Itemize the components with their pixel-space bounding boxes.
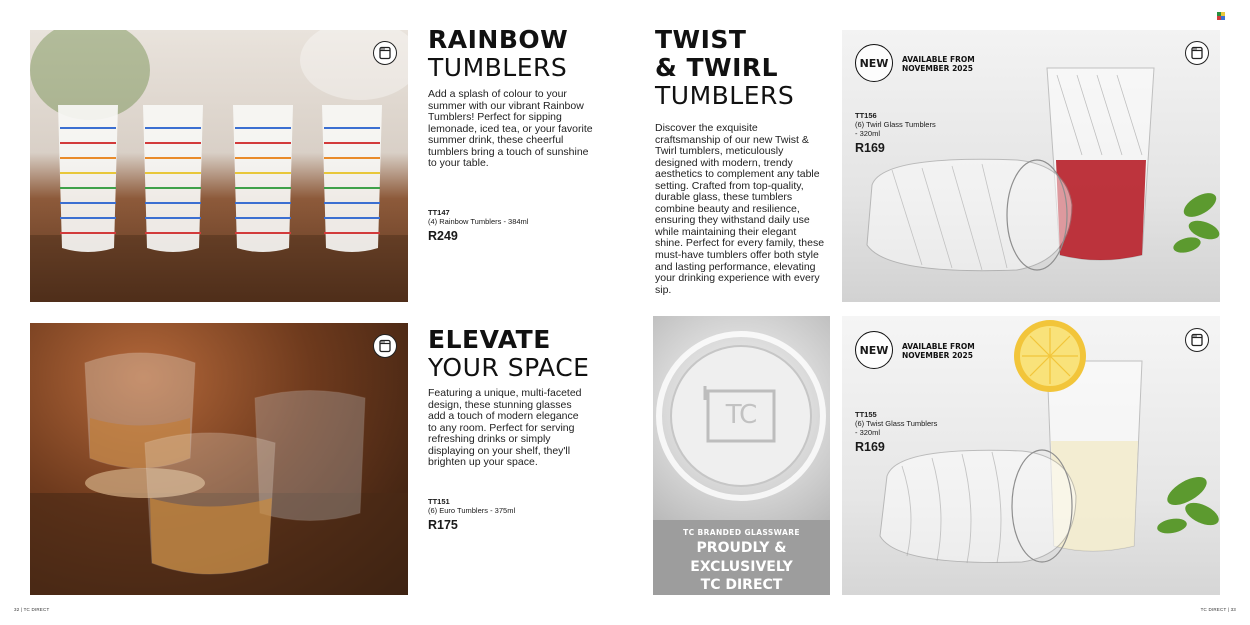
rainbow-heading bbox=[428, 26, 568, 82]
twist-price: R169 bbox=[855, 440, 885, 454]
availability-line-2: NOVEMBER 2025 bbox=[902, 351, 973, 360]
rainbow-product-info bbox=[428, 208, 528, 243]
availability-line-1: AVAILABLE FROM bbox=[902, 342, 975, 351]
elevate-code: TT151 bbox=[428, 497, 450, 506]
tc-branded-line-1: PROUDLY & bbox=[696, 540, 787, 556]
new-badge: NEW bbox=[855, 331, 893, 369]
availability-line-1: AVAILABLE FROM bbox=[902, 55, 975, 64]
twirl-code: TT156 bbox=[855, 111, 877, 120]
twist-desc-1: (6) Twist Glass Tumblers bbox=[855, 419, 938, 428]
twist-title-bold-1: TWIST bbox=[655, 25, 747, 54]
twist-code: TT155 bbox=[855, 410, 877, 419]
elevate-price: R175 bbox=[428, 518, 458, 532]
elevate-product-info bbox=[428, 497, 515, 532]
footer-page-right: TC DIRECT | 33 bbox=[1200, 607, 1236, 612]
twist-title-bold-2: & TWIRL bbox=[655, 53, 779, 82]
twirl-tumblers-photo bbox=[842, 30, 1220, 302]
dishwasher-safe-icon bbox=[373, 41, 397, 65]
rainbow-price: R249 bbox=[428, 229, 458, 243]
elevate-description: Featuring a unique, multi-faceted design, these stunning glasses add a touch of modern elegance to any room. Perfect for serving refreshing drinks or simply displaying on your shelf, they'll brighten up your space. bbox=[428, 387, 582, 469]
twist-desc-2: - 320ml bbox=[855, 428, 881, 437]
twist-product-info bbox=[855, 410, 937, 454]
dishwasher-safe-icon bbox=[373, 334, 397, 358]
availability-note bbox=[902, 55, 975, 73]
availability-line-2: NOVEMBER 2025 bbox=[902, 64, 973, 73]
availability-note bbox=[902, 342, 975, 360]
tc-logo-emboss: TC bbox=[725, 400, 757, 430]
twist-heading bbox=[655, 26, 794, 110]
twirl-price: R169 bbox=[855, 141, 885, 155]
elevate-heading bbox=[428, 326, 589, 382]
twirl-desc-1: (6) Twirl Glass Tumblers bbox=[855, 120, 936, 129]
twirl-desc-2: - 320ml bbox=[855, 129, 881, 138]
elevate-desc: (6) Euro Tumblers - 375ml bbox=[428, 506, 516, 515]
twirl-product-info bbox=[855, 111, 936, 155]
tc-branded-line-3: TC DIRECT bbox=[700, 577, 783, 594]
dishwasher-safe-icon bbox=[1185, 328, 1209, 352]
tc-branded-glass-photo bbox=[653, 316, 830, 520]
tc-branded-line-2: EXCLUSIVELY bbox=[690, 558, 793, 575]
colour-squares-logo-icon bbox=[1217, 12, 1225, 20]
tc-branded-label: TC BRANDED GLASSWARE bbox=[683, 528, 800, 537]
elevate-title-bold: ELEVATE bbox=[428, 325, 551, 354]
twist-description: Discover the exquisite craftsmanship of our new Twist & Twirl tumblers, meticulously designed with modern, trendy aesthetics to complement any table setting. Crafted from top-quality, durable glass, these tumblers combine beauty and resilience, ensuring they withstand daily use while maintaining their elegant shine. Perfect for every family, these must-have tumblers offer both style and lasting performance, elevating your drinking experience with every sip. bbox=[655, 122, 825, 296]
new-badge: NEW bbox=[855, 44, 893, 82]
rainbow-title-light: TUMBLERS bbox=[428, 53, 568, 82]
euro-tumblers-photo bbox=[30, 323, 408, 595]
footer-page-left: 32 | TC DIRECT bbox=[14, 607, 50, 612]
rainbow-desc: (4) Rainbow Tumblers - 384ml bbox=[428, 217, 529, 226]
tc-branded-banner bbox=[653, 520, 830, 595]
rainbow-code: TT147 bbox=[428, 208, 450, 217]
rainbow-tumblers-photo bbox=[30, 30, 408, 302]
twist-tumblers-photo bbox=[842, 316, 1220, 595]
twist-title-light: TUMBLERS bbox=[655, 81, 795, 110]
elevate-title-light: YOUR SPACE bbox=[428, 353, 590, 382]
rainbow-description: Add a splash of colour to your summer with our vibrant Rainbow Tumblers! Perfect for sipping lemonade, iced tea, or your favorite summer drink, these cheerful tumblers bring a touch of sunshine to your table. bbox=[428, 88, 593, 170]
dishwasher-safe-icon bbox=[1185, 41, 1209, 65]
rainbow-title-bold: RAINBOW bbox=[428, 25, 569, 54]
